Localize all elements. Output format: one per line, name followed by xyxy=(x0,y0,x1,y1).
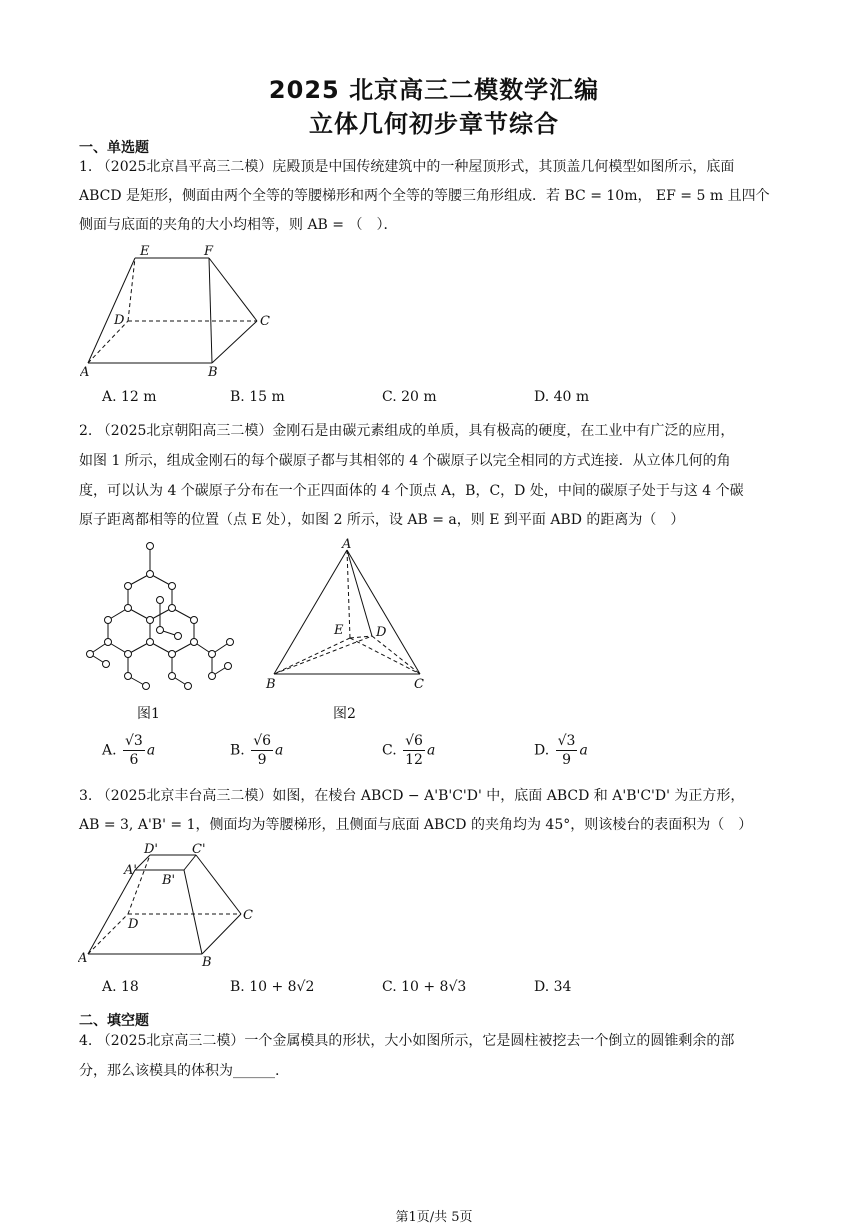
q2-text-line: 度，可以认为 4 个碳原子分布在一个正四面体的 4 个顶点 A，B，C，D 处，中间的碳原子处于与这 4 个碳 xyxy=(79,483,744,499)
q3-option-c[interactable]: C. 10 + 8√3 xyxy=(382,979,467,995)
q2-label-d: D xyxy=(376,625,387,640)
q2-figure2-caption: 图2 xyxy=(333,706,356,722)
q2-tetrahedron-figure xyxy=(262,536,432,691)
section-heading-fill-blank: 二、填空题 xyxy=(79,1013,149,1029)
q2-label-c: C xyxy=(414,677,424,691)
q3-label-b: B xyxy=(202,955,212,970)
q3-text-line: AB = 3, A'B' = 1，侧面均为等腰梯形，且侧面与底面 ABCD 的夹角均为 45°，则该棱台的表面积为（ ） xyxy=(79,817,753,833)
q1-option-b[interactable]: B. 15 m xyxy=(230,389,285,405)
q3-label-c-prime: C' xyxy=(192,842,206,857)
q4-text-line: 4. （2025北京高三二模）一个金属模具的形状，大小如图所示，它是圆柱被挖去一个倒立的圆锥剩余的部 xyxy=(79,1033,735,1049)
q2-text-line: 2. （2025北京朝阳高三二模）金刚石是由碳元素组成的单质，具有极高的硬度，在工业中有广泛的应用， xyxy=(79,423,735,439)
q1-option-a[interactable]: A. 12 m xyxy=(102,389,157,405)
q1-text-line: 侧面与底面的夹角的大小均相等，则 AB = （ ）． xyxy=(79,217,398,233)
page-number: 第1页/共 5页 xyxy=(395,1210,473,1225)
q3-label-d: D xyxy=(128,917,139,932)
q3-label-d-prime: D' xyxy=(144,842,158,857)
q4-text-line: 分，那么该模具的体积为______. xyxy=(79,1063,280,1079)
q3-label-a-prime: A' xyxy=(124,863,137,878)
q1-text-line: ABCD 是矩形，侧面由两个全等的等腰梯形和两个全等的等腰三角形组成．若 BC = 10m， EF = 5 m 且四个 xyxy=(79,188,770,204)
q1-option-d[interactable]: D. 40 m xyxy=(534,389,590,405)
q2-label-e: E xyxy=(334,623,344,638)
q2-figure1-caption: 图1 xyxy=(137,706,160,722)
page-title: 2025 北京高三二模数学汇编 xyxy=(268,76,600,104)
section-heading-single-choice: 一、单选题 xyxy=(79,140,149,156)
q3-option-b[interactable]: B. 10 + 8√2 xyxy=(230,979,315,995)
q2-option-c[interactable]: C. $\frac{√6}{12}$ a xyxy=(382,733,436,768)
q1-label-d: D xyxy=(114,313,125,328)
q1-label-a: A xyxy=(80,365,90,380)
q2-option-d[interactable]: D. $\frac{√3}{9}$ a xyxy=(534,733,588,768)
q1-option-c[interactable]: C. 20 m xyxy=(382,389,437,405)
q3-label-c: C xyxy=(243,908,253,923)
q3-frustum-figure xyxy=(78,840,268,970)
q3-label-b-prime: B' xyxy=(162,873,176,888)
page-subtitle: 立体几何初步章节综合 xyxy=(309,110,559,138)
fraction: $\frac{√3}{9}$ xyxy=(557,733,576,768)
q2-diamond-lattice-figure xyxy=(78,540,243,690)
fraction: $\frac{√6}{12}$ xyxy=(405,733,423,768)
q3-text-line: 3. （2025北京丰台高三二模）如图，在棱台 ABCD − A'B'C'D' 中，底面 ABCD 和 A'B'C'D' 为正方形， xyxy=(79,788,745,804)
fraction: $\frac{√6}{9}$ xyxy=(253,733,272,768)
q1-label-b: B xyxy=(208,365,218,380)
q2-option-a[interactable]: A. $\frac{√3}{6}$ a xyxy=(102,733,156,768)
q1-text-line: 1. （2025北京昌平高三二模）庑殿顶是中国传统建筑中的一种屋顶形式，其顶盖几何模型如图所示，底面 xyxy=(79,159,735,175)
q3-option-d[interactable]: D. 34 xyxy=(534,979,572,995)
q1-label-e: E xyxy=(140,244,150,259)
q3-label-a: A xyxy=(78,951,88,966)
q2-label-a: A xyxy=(342,537,352,552)
q1-label-f: F xyxy=(204,244,214,259)
q3-option-a[interactable]: A. 18 xyxy=(102,979,139,995)
fraction: $\frac{√3}{6}$ xyxy=(125,733,143,768)
q2-text-line: 原子距离都相等的位置（点 E 处），如图 2 所示，设 AB = a，则 E 到平面 ABD 的距离为（ ） xyxy=(79,512,685,528)
q1-hip-roof-figure xyxy=(80,240,280,380)
q2-label-b: B xyxy=(266,677,276,691)
q1-label-c: C xyxy=(260,314,270,329)
q2-text-line: 如图 1 所示，组成金刚石的每个碳原子都与其相邻的 4 个碳原子以完全相同的方式连接．从立体几何的角 xyxy=(79,453,731,469)
q2-option-b[interactable]: B. $\frac{√6}{9}$ a xyxy=(230,733,284,768)
